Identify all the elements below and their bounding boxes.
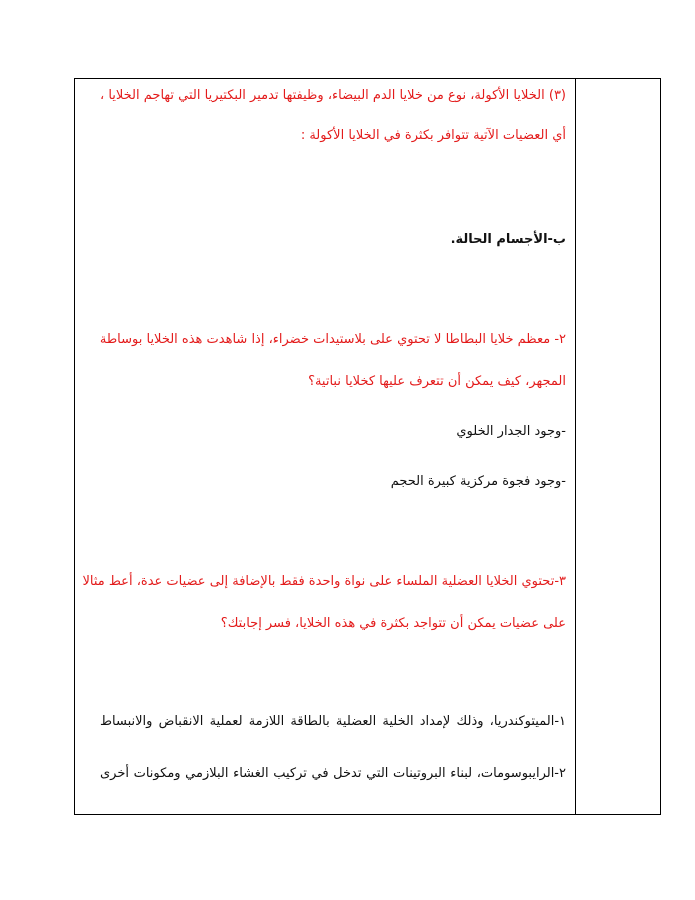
q3-answer-2: ٢-الرايبوسومات، لبناء البروتينات التي تدخل في تركيب الغشاء البلازمي ومكونات أخرى	[100, 766, 566, 781]
column-divider	[575, 78, 576, 815]
question-table	[74, 78, 661, 815]
q2-line2: المجهر، كيف يمكن أن تتعرف عليها كخلايا نباتية؟	[308, 374, 566, 389]
q3-line1: ٣-تحتوي الخلايا العضلية الملساء على نواة واحدة فقط بالإضافة إلى عضيات عدة، أعط مثالا	[82, 574, 566, 589]
q3-answer-1: ١-الميتوكندريا، وذلك لإمداد الخلية العضلية بالطاقة اللازمة لعملية الانقباض والانبساط	[100, 714, 566, 729]
answer-b: ب-الأجسام الحالة.	[450, 232, 566, 247]
q2-line1: ٢- معظم خلايا البطاطا لا تحتوي على بلاستيدات خضراء، إذا شاهدت هذه الخلايا بوساطة	[99, 332, 566, 347]
q2-answer-2: -وجود فجوة مركزية كبيرة الحجم	[390, 474, 566, 489]
q3-intro-line2: أي العضيات الآتية تتوافر بكثرة في الخلايا الأكولة :	[300, 128, 566, 143]
q3-intro-line1: (٣) الخلايا الأكولة، نوع من خلايا الدم البيضاء، وظيفتها تدمير البكتيريا التي تهاجم الخلايا ،	[100, 88, 566, 103]
q2-answer-1: -وجود الجدار الخلوي	[456, 424, 566, 439]
q3-line2: على عضيات يمكن أن تتواجد بكثرة في هذه الخلايا، فسر إجابتك؟	[220, 616, 566, 631]
